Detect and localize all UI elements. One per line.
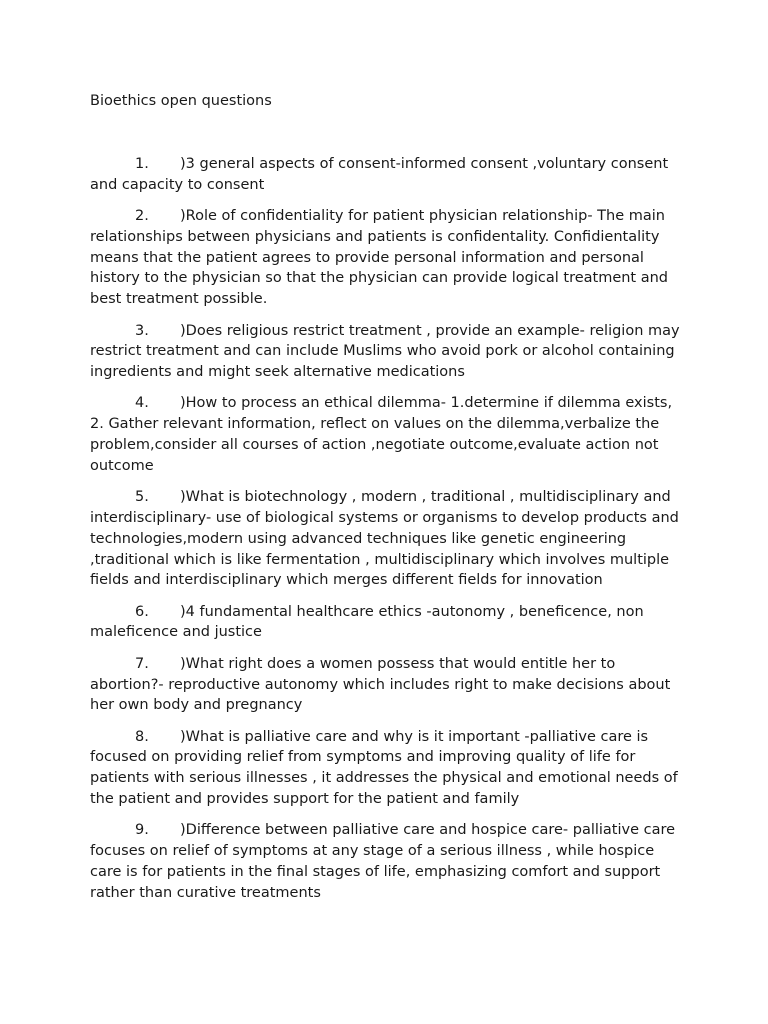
list-item	[90, 654, 682, 716]
question-list	[90, 154, 682, 914]
item-text: )How to process an ethical dilemma- 1.determine if dilemma exists, 2. Gather relevant information, reflect on values on the dilemma,verbalize the problem,consider all courses of action ,negotiate outcome,evaluate action not outcome	[90, 395, 673, 474]
item-number: 3.	[135, 322, 149, 339]
item-text: )3 general aspects of consent-informed consent ,voluntary consent and capacity to consent	[90, 156, 669, 193]
item-number: 6.	[135, 603, 149, 620]
item-text: )What is palliative care and why is it important -palliative care is focused on providing relief from symptoms and improving quality of life for patients with serious illnesses , it addresses the physical and emotional needs of the patient and provides support for the patient and family	[90, 728, 678, 808]
list-item	[90, 321, 682, 383]
list-item	[90, 602, 682, 644]
list-item	[90, 154, 682, 196]
item-number: 7.	[135, 655, 149, 672]
item-number: 4.	[135, 395, 149, 412]
item-number: 5.	[135, 489, 149, 506]
item-text: )Difference between palliative care and hospice care- palliative care focuses on relief of symptoms at any stage of a serious illness , while hospice care is for patients in the final stages of life, emphasizing comfort and support rather than curative treatments	[90, 822, 676, 901]
list-item	[90, 820, 682, 903]
item-text: )Role of confidentiality for patient physician relationship- The main relationships between physicians and patients is confidentality. Confidientality means that the patient agrees to provide personal information and personal history to the physician so that the physician can provide logical treatment and best treatment possible.	[90, 208, 669, 308]
item-text: )What right does a women possess that would entitle her to abortion?- reproductive autonomy which includes right to make decisions about her own body and pregnancy	[90, 655, 671, 714]
list-item	[90, 206, 682, 310]
item-text: )Does religious restrict treatment , provide an example- religion may restrict treatment and can include Muslims who avoid pork or alcohol containing ingredients and might seek alternative medications	[90, 322, 680, 381]
list-item	[90, 393, 682, 476]
item-number: 1.	[135, 156, 149, 172]
item-text: )4 fundamental healthcare ethics -autonomy , beneficence, non maleficence and justice	[90, 603, 644, 641]
list-item	[90, 487, 682, 591]
item-number: 2.	[135, 208, 149, 225]
item-text: )What is biotechnology , modern , traditional , multidisciplinary and interdisciplinary- use of biological systems or organisms to develop products and technologies,modern using advanced techniques like genetic engineering ,traditional which is like fermentation , multidisciplinary which involves multiple fields and interdisciplinary which merges different fields for innovation	[90, 489, 679, 589]
document-title: Bioethics open questions	[90, 93, 272, 109]
item-number: 9.	[135, 822, 149, 839]
item-number: 8.	[135, 728, 149, 745]
list-item	[90, 727, 682, 810]
